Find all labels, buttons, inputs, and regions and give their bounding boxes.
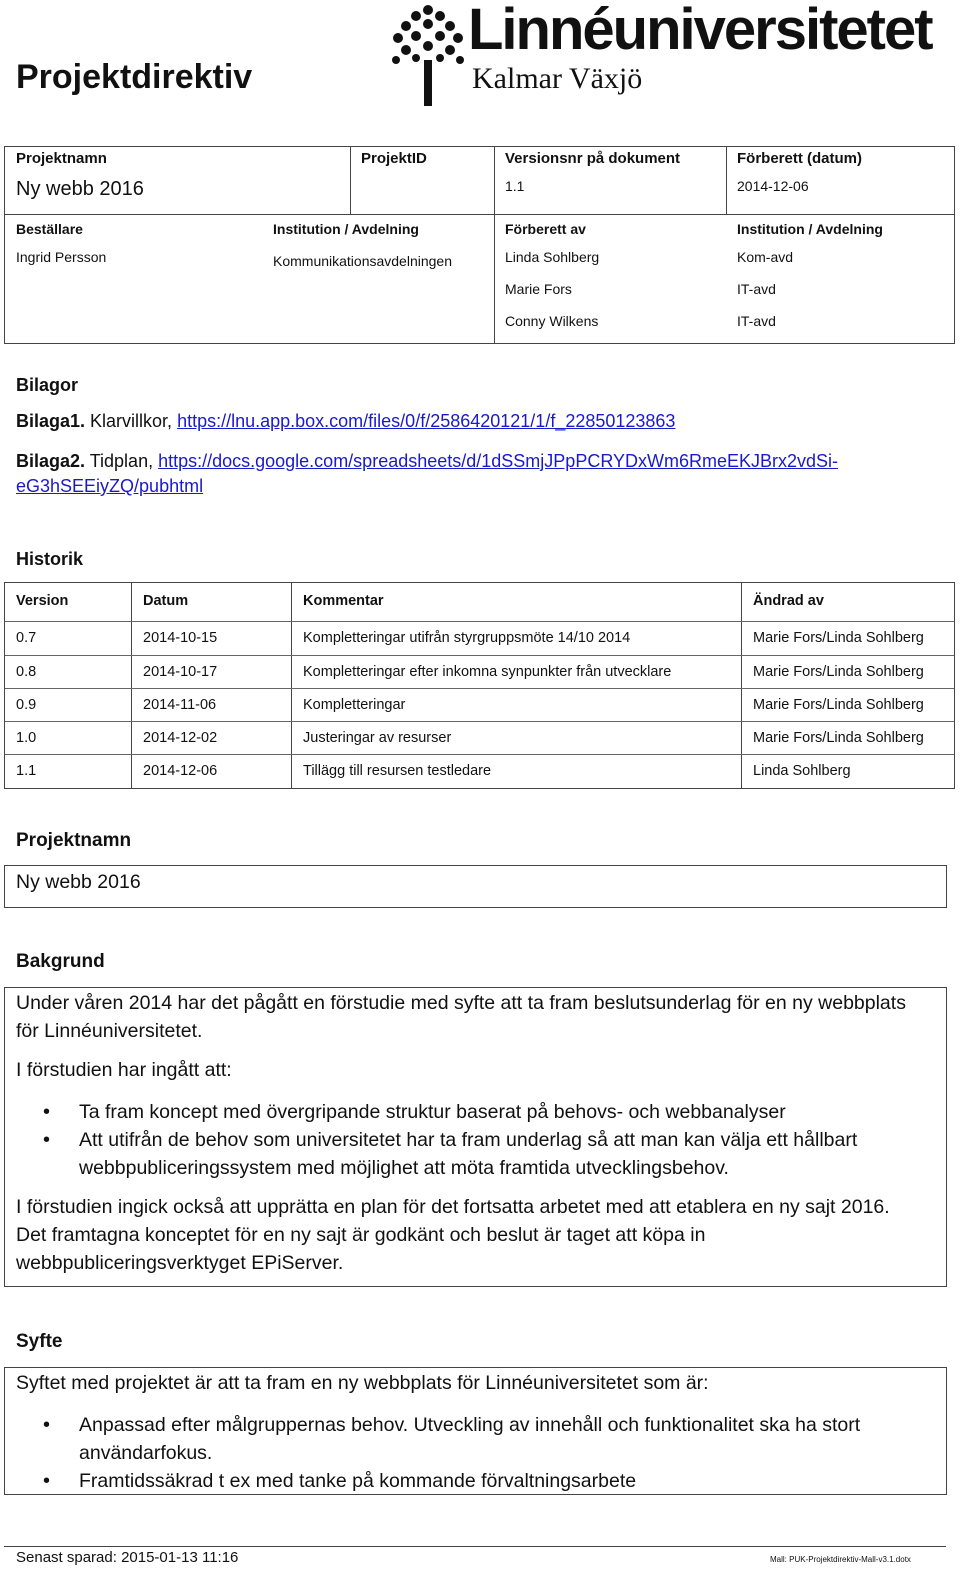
syfte-paragraph: Syftet med projektet är att ta fram en ny webbplats för Linnéuniversitetet som är: (16, 1372, 709, 1394)
bakgrund-paragraph: I förstudien ingick också att upprätta en plan för det fortsatta arbetet med att etablera en ny sajt 2016. Det framtagna konceptet för en ny sajt är godkänt och beslut är taget att köpa in webbpubliceringsverktyget EPiServer. (16, 1196, 890, 1274)
forberett-datum-value: 2014-12-06 (737, 178, 809, 194)
history-cell: Linda Sohlberg (753, 763, 851, 779)
project-info-table (4, 146, 955, 344)
bilaga-2 (16, 449, 838, 499)
history-cell: Marie Fors/Linda Sohlberg (753, 630, 924, 646)
history-cell: 2014-12-02 (143, 730, 218, 746)
history-header: Kommentar (303, 593, 384, 609)
bakgrund-paragraph: I förstudien har ingått att: (16, 1059, 232, 1081)
bakgrund-box (4, 987, 947, 1287)
history-cell: 2014-10-17 (143, 664, 218, 680)
history-cell: 0.8 (16, 664, 37, 680)
logo-name: Linnéuniversitetet (468, 0, 932, 62)
projektnamn-box (4, 865, 947, 908)
forberett-av-label: Förberett av (505, 221, 586, 237)
institution-value: Kommunikationsavdelningen (273, 253, 452, 269)
syfte-box (4, 1367, 947, 1495)
institution2-value: IT-avd (737, 313, 776, 329)
footer-divider (4, 1546, 946, 1547)
document-title: Projektdirektiv (16, 58, 253, 96)
list-item: • Ta fram koncept med övergripande struktur baserat på behovs- och webbanalyser (5, 1098, 940, 1126)
bilaga-text: Tidplan, (85, 451, 159, 471)
footer-template: Mall: PUK-Projektdirektiv-Mall-v3.1.dotx (770, 1555, 911, 1564)
projektnamn-section-title: Projektnamn (16, 830, 132, 851)
history-cell: Marie Fors/Linda Sohlberg (753, 697, 924, 713)
logo-subtitle: Kalmar Växjö (472, 62, 643, 95)
tree-icon (388, 2, 468, 108)
list-item: • Framtidssäkrad t ex med tanke på kommande förvaltningsarbete (5, 1467, 940, 1495)
forberett-av-name: Marie Fors (505, 281, 572, 297)
bestallare-label: Beställare (16, 221, 83, 237)
history-cell: 0.9 (16, 697, 37, 713)
bakgrund-paragraph: Under våren 2014 har det pågått en förstudie med syfte att ta fram beslutsunderlag för en ny webbplats för Linnéuniversitetet. (16, 992, 906, 1042)
syfte-list (5, 1411, 940, 1495)
history-header: Version (16, 593, 69, 609)
history-cell: 2014-11-06 (143, 697, 217, 713)
projektnamn-label: Projektnamn (16, 150, 107, 167)
forberett-datum-label: Förberett (datum) (737, 150, 862, 167)
list-item: • Anpassad efter målgruppernas behov. Utveckling av innehåll och funktionalitet ska ha stort användarfokus. (5, 1411, 940, 1467)
version-value: 1.1 (505, 178, 525, 194)
bilaga-link-continued[interactable]: eG3hSEEiyZQ/pubhtml (16, 476, 204, 496)
projektid-label: ProjektID (361, 150, 427, 167)
history-cell: 0.7 (16, 630, 37, 646)
bestallare-value: Ingrid Persson (16, 249, 107, 265)
history-cell: 1.0 (16, 730, 37, 746)
history-cell: Kompletteringar efter inkomna synpunkter från utvecklare (303, 664, 672, 680)
institution2-label: Institution / Avdelning (737, 221, 883, 237)
history-header: Datum (143, 593, 189, 609)
history-cell: Marie Fors/Linda Sohlberg (753, 730, 924, 746)
projektnamn-value: Ny webb 2016 (16, 178, 144, 200)
bilaga-text: Klarvillkor, (85, 411, 178, 431)
institution2-value: IT-avd (737, 281, 776, 297)
bilagor-title: Bilagor (16, 375, 79, 395)
forberett-av-name: Conny Wilkens (505, 313, 599, 329)
institution-label: Institution / Avdelning (273, 221, 419, 237)
history-cell: Kompletteringar utifrån styrgruppsmöte 14/10 2014 (303, 630, 631, 646)
history-cell: Marie Fors/Linda Sohlberg (753, 664, 924, 680)
bakgrund-title: Bakgrund (16, 951, 105, 972)
university-logo (388, 2, 944, 108)
bakgrund-list (5, 1098, 940, 1182)
bilaga-label: Bilaga1. (16, 411, 86, 431)
version-label: Versionsnr på dokument (505, 150, 681, 167)
history-table (4, 582, 955, 789)
history-cell: 2014-12-06 (143, 763, 218, 779)
institution2-value: Kom-avd (737, 249, 794, 265)
projektnamn-section-value: Ny webb 2016 (16, 871, 141, 893)
footer-saved: Senast sparad: 2015-01-13 11:16 (16, 1549, 239, 1566)
bilaga-label: Bilaga2. (16, 451, 86, 471)
history-cell: 1.1 (16, 763, 37, 779)
history-cell: Justeringar av resurser (303, 730, 452, 746)
history-header: Ändrad av (753, 593, 824, 609)
historik-title: Historik (16, 549, 84, 569)
bilaga-link[interactable]: https://docs.google.com/spreadsheets/d/1dSSmjJPpPCRYDxWm6RmeEKJBrx2vdSi- (158, 451, 839, 471)
bilaga-1 (16, 411, 675, 432)
history-cell: Kompletteringar (303, 697, 406, 713)
syfte-title: Syfte (16, 1331, 63, 1352)
history-cell: 2014-10-15 (143, 630, 218, 646)
forberett-av-name: Linda Sohlberg (505, 249, 600, 265)
bilaga-link[interactable]: https://lnu.app.box.com/files/0/f/2586420121/1/f_22850123863 (177, 411, 676, 431)
history-cell: Tillägg till resursen testledare (303, 763, 492, 779)
list-item: • Att utifrån de behov som universitetet har ta fram underlag så att man kan välja ett hållbart webbpubliceringssystem med möjlighet att möta framtida utvecklingsbehov. (5, 1126, 940, 1182)
